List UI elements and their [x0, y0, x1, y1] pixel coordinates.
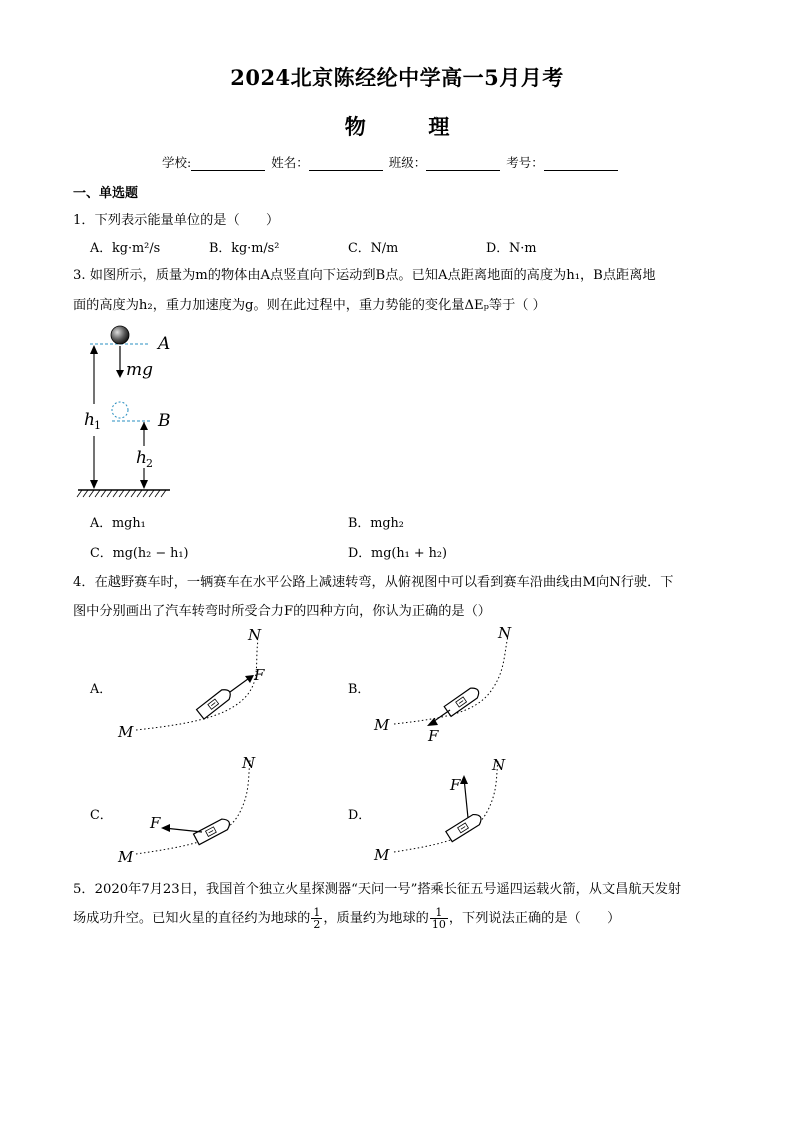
ball-icon: [111, 326, 129, 344]
label-m: M: [118, 848, 134, 866]
fraction-one-tenth: $\frac{1}{10}$: [431, 906, 446, 931]
label-n: N: [498, 624, 512, 642]
exam-number-blank[interactable]: [544, 158, 618, 171]
q1-stem: 1．下列表示能量单位的是（ ）: [73, 213, 280, 228]
q4-option-d-label: D．: [348, 808, 372, 823]
label-h1: h: [84, 410, 95, 430]
h1-arrowhead-down: [90, 480, 98, 489]
class-blank[interactable]: [426, 158, 500, 171]
label-h2: h: [136, 448, 147, 468]
q1-option-d: D．N·m: [486, 241, 537, 256]
label-f: F: [428, 727, 439, 745]
label-n: N: [492, 756, 506, 774]
car-icon: [444, 685, 481, 716]
q3-option-c: C．mg(h₂ − h₁): [90, 546, 189, 561]
label-h2-sub: 2: [146, 457, 153, 470]
force-arrowhead: [460, 775, 468, 784]
h2-arrowhead-up: [140, 422, 148, 430]
car-icon: [446, 812, 484, 842]
fraction-one-half: $\frac{1}{2}$: [313, 906, 321, 931]
q4-figure-c: [110, 750, 290, 868]
label-n: N: [248, 626, 262, 644]
car-icon: [194, 817, 232, 845]
force-arrowhead: [161, 824, 170, 832]
label-n: N: [242, 754, 256, 772]
subject-char-2: 理: [428, 114, 450, 139]
q3-figure: [70, 318, 190, 498]
q5-text-c: ，下列说法正确的是（ ）: [448, 911, 621, 926]
q3-option-a: A．mgh₁: [90, 516, 146, 531]
q3-option-d: D．mg(h₁ + h₂): [348, 546, 447, 561]
subject-title: [0, 111, 794, 141]
q3-stem-line1: 3. 如图所示，质量为m的物体由A点竖直向下运动到B点。已知A点距离地面的高度为h₁，B点距离地: [73, 268, 656, 283]
q4-option-b-label: B．: [348, 682, 371, 697]
q4-option-c-label: C．: [90, 808, 113, 823]
q4-stem-line2: 图中分别画出了汽车转弯时所受合力F的四种方向，你认为正确的是（）: [73, 604, 491, 619]
track-curve: [136, 760, 250, 854]
q4-stem-line1: 4．在越野赛车时，一辆赛车在水平公路上减速转弯，从俯视图中可以看到赛车沿曲线由M向N行驶．下: [73, 575, 674, 590]
q3-option-b: B．mgh₂: [348, 516, 404, 531]
label-f: F: [450, 776, 461, 794]
q1-option-c: C．N/m: [348, 241, 399, 256]
q1-option-b: B．kg·m/s²: [209, 241, 280, 256]
q4-option-a-label: A．: [90, 682, 113, 697]
label-f: F: [254, 666, 265, 684]
name-label: 姓名：: [271, 155, 309, 170]
label-m: M: [118, 723, 134, 741]
label-m: M: [374, 716, 390, 734]
h2-arrowhead-down: [140, 480, 148, 489]
mg-arrowhead: [116, 370, 124, 378]
track-curve: [394, 760, 498, 852]
subject-char-1: 物: [344, 114, 366, 139]
q5-text-b: ，质量约为地球的: [323, 911, 429, 926]
q5-text-a: 场成功升空。已知火星的直径约为地球的: [73, 911, 311, 926]
student-info-row: [162, 153, 620, 171]
q4-figure-a: [110, 622, 290, 747]
ball-position-b: [112, 402, 128, 418]
label-mg: mg: [126, 360, 154, 380]
label-f: F: [150, 814, 161, 832]
exam-title: 2024北京陈经纶中学高一5月月考: [230, 65, 564, 90]
school-label: 学校:: [162, 155, 192, 170]
q4-figure-b: [368, 622, 548, 747]
q5-stem-line1: 5．2020年7月23日，我国首个独立火星探测器“天问一号”搭乘长征五号遥四运载火箭，从文昌航天发射: [73, 882, 682, 897]
q3-stem-line2: 面的高度为h₂，重力加速度为g。则在此过程中，重力势能的变化量ΔEₚ等于（ ）: [73, 298, 546, 313]
name-blank[interactable]: [309, 158, 383, 171]
section-heading: 一、单选题: [73, 186, 139, 201]
label-m: M: [374, 846, 390, 864]
q4-figure-d: [368, 750, 548, 868]
force-arrowhead: [245, 675, 254, 683]
h1-arrowhead-up: [90, 345, 98, 354]
q1-option-a: A．kg·m²/s: [90, 241, 161, 256]
label-b: B: [158, 411, 171, 431]
label-h1-sub: 1: [94, 419, 101, 432]
exam-number-label: 考号：: [506, 155, 544, 170]
car-icon: [197, 687, 234, 719]
ground-hatching: [77, 490, 166, 497]
label-a: A: [158, 334, 171, 354]
class-label: 班级：: [388, 155, 427, 170]
school-blank[interactable]: [191, 158, 265, 171]
q5-stem-line2: [73, 907, 620, 931]
